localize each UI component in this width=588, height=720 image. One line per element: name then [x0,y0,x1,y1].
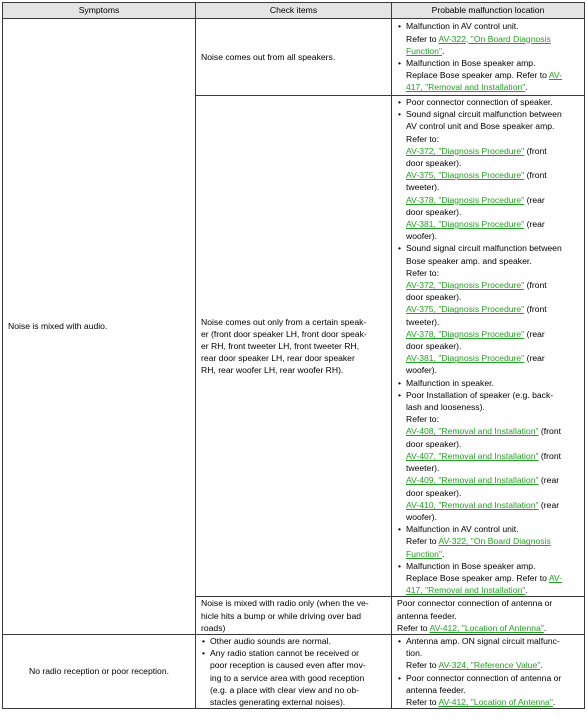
line-text: Replace Bose speaker amp. Refer to [406,70,549,81]
text-line [406,33,579,45]
text-line [406,696,579,708]
text-line [406,69,579,81]
reference-link[interactable]: AV-412, "Location of Antenna" [429,622,544,633]
line-text: Poor connector connection of speaker. [406,97,553,107]
text-line [406,96,579,108]
text-line [406,560,579,572]
line-text: door speaker). [406,438,462,449]
text-line [406,181,579,193]
text-line [406,303,579,315]
text-line [406,279,579,291]
line-text: Other audio sounds are normal. [210,635,331,646]
reference-link[interactable]: Function" [406,45,443,56]
line-text: Refer to [397,622,430,633]
line-text: Poor Installation of speaker (e.g. back- [406,389,554,400]
text-line [210,647,386,659]
line-text: Refer to: [406,133,439,144]
list-item [406,242,579,376]
reference-link[interactable]: AV-372, "Diagnosis Procedure" [406,145,525,156]
line-text: door speaker). [406,206,462,217]
reference-link[interactable]: AV-407, "Removal and Installation" [406,450,539,461]
text-line [406,413,579,425]
text-line [397,610,579,622]
line-text: . [543,622,547,633]
text-line [406,81,579,93]
location-cell [392,634,585,708]
text-line [406,389,579,401]
line-text: woofer). [406,511,438,522]
reference-link[interactable]: AV-372, "Diagnosis Procedure" [406,280,525,291]
reference-link[interactable]: AV-378, "Diagnosis Procedure" [406,194,525,205]
location-list [397,96,579,596]
text-line: hicle hits a bump or while driving over bad [201,610,362,621]
text-line [406,438,579,450]
line-text: (rear [524,328,545,339]
check-cell [196,19,392,96]
list-item [406,20,579,57]
text-line: er RH, front tweeter LH, front tweeter RH, [201,341,360,352]
text-line [406,499,579,511]
text-line [406,57,579,69]
line-text: woofer). [406,231,438,242]
line-text: (rear [524,219,545,230]
line-text: Sound signal circuit malfunction between [406,243,562,254]
reference-link[interactable]: AV-409, "Removal and Installation" [406,475,539,486]
line-text: Bose speaker amp. and speaker. [406,255,532,266]
line-text: Refer to [406,536,439,547]
check-text [201,316,386,377]
location-cell [392,19,585,96]
text-line [406,316,579,328]
line-text: . [442,548,445,559]
text-line: rear door speaker LH, rear door speaker [201,353,355,364]
header-location: Probable malfunction location [392,3,585,19]
line-text: Replace Bose speaker amp. Refer to [406,572,549,583]
text-line: er (front door speaker LH, front door speak- [201,328,367,339]
reference-link[interactable]: AV-381, "Diagnosis Procedure" [406,219,525,230]
line-text: . [552,696,556,707]
reference-link[interactable]: AV-375, "Diagnosis Procedure" [406,304,525,315]
line-text: AV control unit and Bose speaker amp. [406,121,555,132]
line-text: . [442,45,445,56]
check-text: Noise comes out from all speakers. [201,51,336,62]
symptom-cell [3,634,196,708]
line-text: (rear [524,194,545,205]
line-text: Refer to [406,660,439,671]
text-line [406,328,579,340]
location-list [397,635,579,708]
line-text: Malfunction in Bose speaker amp. [406,560,536,571]
text-line [406,647,579,659]
line-text: Refer to: [406,267,439,278]
line-text: (front [524,280,547,291]
text-line [406,659,579,671]
text-line [406,425,579,437]
text-line [406,169,579,181]
text-line [406,340,579,352]
list-item [406,389,579,523]
text-line [406,487,579,499]
text-line [406,548,579,560]
text-line [406,145,579,157]
text-line [406,523,579,535]
reference-link[interactable]: 417, "Removal and Installation" [406,82,526,93]
line-text: (rear [524,353,545,364]
text-line: RH, rear woofer LH, rear woofer RH). [201,365,344,376]
text-line [406,108,579,120]
line-text: (front [524,170,547,181]
list-item [406,377,579,389]
line-text: antenna feeder. [397,610,457,621]
list-item [406,672,579,709]
line-text: . [525,82,528,93]
header-check-items: Check items [196,3,392,19]
line-text: lash and looseness). [406,402,485,413]
line-text: . [525,585,528,596]
table-row [3,19,585,96]
line-text: ing to a service area with good reception [210,672,365,683]
list-item [406,523,579,560]
line-text: Malfunction in speaker. [406,377,494,388]
text-line [210,659,386,671]
malfunction-table [2,2,585,709]
line-text: Malfunction in AV control unit. [406,524,519,535]
text-line [406,45,579,57]
symptom-text: No radio reception or poor reception. [29,666,169,677]
check-cell [196,634,392,708]
reference-link[interactable]: 417, "Removal and Installation" [406,585,526,596]
line-text: (front [524,304,547,315]
text-line [406,255,579,267]
text-line [406,364,579,376]
location-cell [392,96,585,597]
line-text: Antenna amp. ON signal circuit malfunc- [406,635,560,646]
line-text: stacles generating external noises). [210,696,346,707]
header-symptoms: Symptoms [3,3,196,19]
text-line [406,684,579,696]
text-line [210,696,386,708]
reference-link[interactable]: AV-322, "On Board Diagnosis [438,536,551,547]
line-text: Refer to [406,696,439,707]
table-row [3,634,585,708]
reference-link[interactable]: AV-378, "Diagnosis Procedure" [406,328,525,339]
text-line [406,20,579,32]
reference-link[interactable]: AV-410, "Removal and Installation" [406,499,539,510]
line-text: door speaker). [406,487,462,498]
line-text: (rear [538,499,560,510]
text-line [406,474,579,486]
reference-link[interactable]: AV-381, "Diagnosis Procedure" [406,353,525,364]
text-line: Noise is mixed with radio only (when the ve- [201,598,369,609]
text-line [406,218,579,230]
reference-link[interactable]: AV-322, "On Board Diagnosis [438,33,551,44]
text-line [406,635,579,647]
reference-link[interactable]: AV- [548,572,563,583]
text-line [406,401,579,413]
line-text: woofer). [406,365,438,376]
text-line [406,242,579,254]
list-item [406,57,579,94]
text-line [210,672,386,684]
text-line [406,535,579,547]
text-line [406,291,579,303]
reference-link[interactable]: AV- [548,70,563,81]
text-line [406,267,579,279]
list-item [210,647,386,708]
text-line [210,684,386,696]
reference-link[interactable]: AV-324, "Reference Value" [438,660,541,671]
reference-link[interactable]: AV-375, "Diagnosis Procedure" [406,170,525,181]
list-item [406,635,579,672]
text-line [406,572,579,584]
text-line [406,462,579,474]
location-cell [392,597,585,635]
text-line [397,597,579,609]
line-text: antenna feeder. [406,684,466,695]
text-line [406,157,579,169]
check-cell [196,96,392,597]
list-item [406,96,579,108]
text-line [406,120,579,132]
line-text: (front [538,426,561,437]
line-text: Poor connector connection of antenna or [397,598,553,609]
line-text: Any radio station cannot be received or [210,648,360,659]
text-line [406,352,579,364]
line-text: poor reception is caused even after mov- [210,660,366,671]
line-text: (front [524,145,547,156]
line-text: tweeter). [406,182,440,193]
symptom-cell [3,19,196,635]
check-cell [196,597,392,635]
line-text: door speaker). [406,292,462,303]
line-text: (front [538,450,561,461]
list-item [210,635,386,647]
text-line [406,511,579,523]
text-line [406,584,579,596]
line-text: (e.g. a place with clear view and no ob- [210,684,360,695]
line-text: door speaker). [406,341,462,352]
line-text: Refer to [406,33,439,44]
text-line: roads) [201,622,226,633]
line-text: (rear [538,475,560,486]
line-text: . [540,660,543,671]
text-line [406,206,579,218]
text-line [406,230,579,242]
line-text: Malfunction in Bose speaker amp. [406,58,536,68]
reference-link[interactable]: Function" [406,548,443,559]
line-text: tweeter). [406,316,440,327]
location-text [397,597,579,634]
text-line: Noise comes out only from a certain speak- [201,316,367,327]
text-line [210,635,386,647]
text-line [406,194,579,206]
location-list [397,20,579,93]
line-text: Refer to: [406,414,439,425]
text-line [406,133,579,145]
list-item [406,560,579,597]
line-text: door speaker). [406,158,462,169]
header-row [3,3,585,19]
check-list [201,635,386,708]
line-text: Poor connector connection of antenna or [406,672,562,683]
text-line [406,672,579,684]
list-item [406,108,579,242]
line-text: tion. [406,648,423,659]
check-text [201,597,386,634]
reference-link[interactable]: AV-408, "Removal and Installation" [406,426,539,437]
symptom-text: Noise is mixed with audio. [8,321,108,332]
text-line [406,377,579,389]
text-line [406,450,579,462]
line-text: Malfunction in AV control unit. [406,21,519,32]
reference-link[interactable]: AV-412, "Location of Antenna" [438,696,553,707]
text-line [397,622,579,634]
line-text: Sound signal circuit malfunction between [406,109,562,120]
line-text: tweeter). [406,463,440,474]
